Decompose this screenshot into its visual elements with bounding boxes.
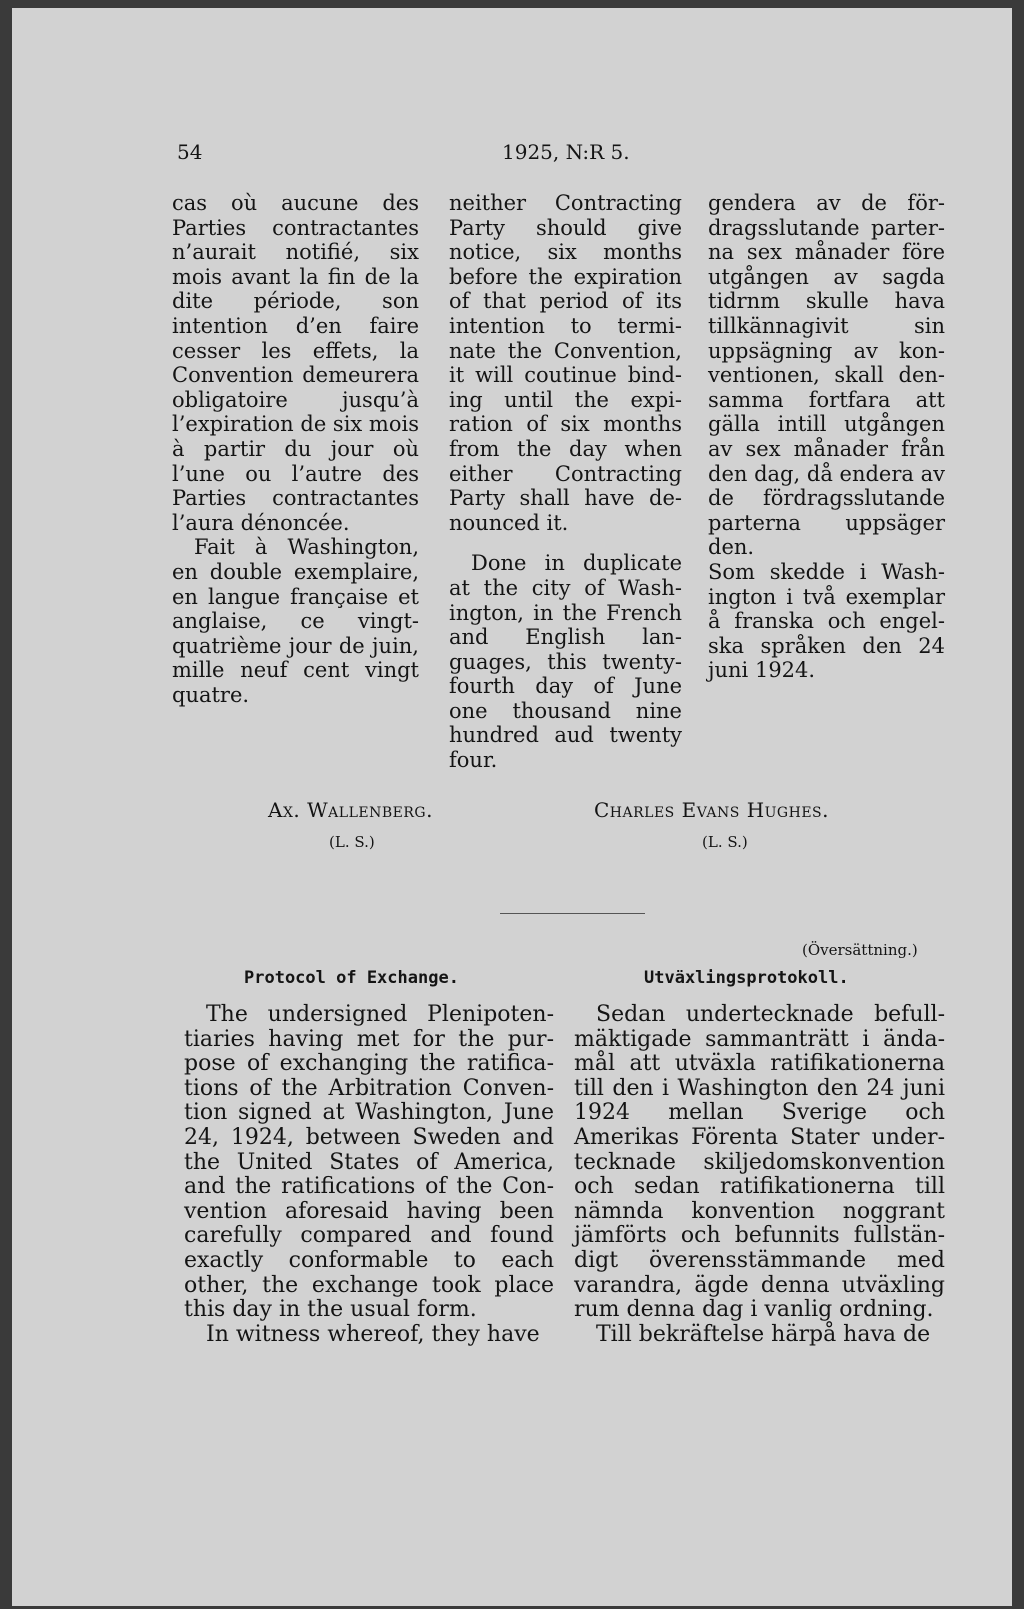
swedish-column	[708, 191, 945, 683]
protocol-swedish-paragraph-2: Till bekräftelse härpå hava de	[596, 1321, 931, 1347]
french-paragraph-1: cas où aucune des Parties contractantes n’aurait notifié, six mois avant la fin de la dite période, son intention d’en faire cesser les effets, la Convention demeurera obligatoire jusqu’à l’expiration de six mois à partir du jour où l’une ou l’autre des Parties contractantes l’aura dénoncée.	[172, 191, 419, 535]
document-page	[12, 8, 1012, 1606]
french-paragraph-2: Fait à Washington, en double exemplaire, en langue française et anglaise, ce vingt-quatrième jour de juin, mille neuf cent vingt quatre.	[172, 535, 419, 707]
seal-right: (L. S.)	[702, 833, 748, 851]
signature-hughes: Charles Evans Hughes.	[594, 798, 829, 822]
section-divider	[500, 913, 645, 914]
english-heading: Protocol of Exchange.	[244, 968, 459, 988]
signature-wallenberg: Ax. Wallenberg.	[268, 798, 433, 822]
swedish-paragraph-1: gendera av de fördragsslutande parterna sex månader före utgången av sagda tidrnm skulle hava tillkännagivit sin uppsägning av konventionen, skall densamma fortfara att gälla intill utgången av sex månader från den dag, då endera av de fördragsslutande parterna uppsäger den.	[708, 191, 945, 560]
seal-left: (L. S.)	[329, 833, 375, 851]
english-paragraph-2: Done in duplicate at the city of Washington, in the French and English languages, this twenty-fourth day of June one thousand nine hundred aud twenty four.	[449, 551, 682, 773]
swedish-heading: Utväxlingsprotokoll.	[644, 968, 849, 988]
protocol-english-paragraph-1: The undersigned Plenipotentiaries having met for the purpose of exchanging the ratifications of the Arbitration Convention signed at Washington, June 24, 1924, between Sweden and the United States of America, and the ratifications of the Convention aforesaid having been carefully compared and found exactly conformable to each other, the exchange took place this day in the usual form.	[184, 1002, 554, 1323]
protocol-english-text	[184, 1003, 554, 1347]
protocol-english-paragraph-2: In witness whereof, they have	[206, 1321, 540, 1347]
protocol-swedish-paragraph-1: Sedan undertecknade befullmäktigade sammanträtt i ändamål att utväxla ratifikationerna till den i Washington den 24 juni 1924 mellan Sverige och Amerikas Förenta Stater undertecknade skiljedomskonvention och sedan ratifikationerna till nämnda konvention noggrant jämförts och befunnits fullständigt överensstämmande med varandra, ägde denna utväxling rum denna dag i vanlig ordning.	[574, 1002, 945, 1323]
english-paragraph-1: neither Contracting Party should give notice, six months before the expiration of that period of its intention to terminate the Convention, it will coutinue binding until the expiration of six months from the day when either Contracting Party shall have denounced it.	[449, 191, 682, 535]
french-column	[172, 191, 419, 707]
swedish-paragraph-2: Som skedde i Washington i två exemplar å franska och engelska språken den 24 juni 1924.	[708, 559, 945, 683]
page-number: 54	[177, 140, 203, 164]
running-head: 1925, N:R 5.	[502, 140, 630, 164]
translation-note: (Översättning.)	[802, 941, 918, 959]
protocol-swedish-text	[574, 1003, 945, 1347]
english-column	[449, 191, 682, 773]
